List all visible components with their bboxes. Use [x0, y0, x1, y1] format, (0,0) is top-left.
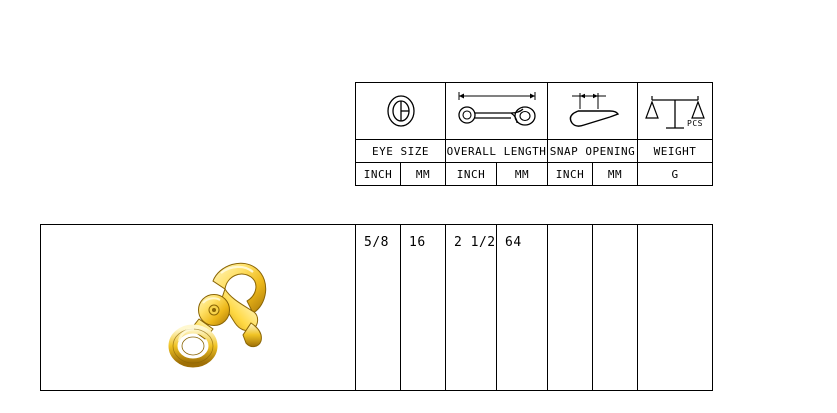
table-row: [41, 225, 713, 391]
eye-size-unit-mm: MM: [401, 163, 446, 186]
overall-length-icon: [446, 83, 547, 139]
weight-icon-cell: [638, 83, 713, 140]
overall-length-unit-mm: MM: [497, 163, 548, 186]
product-data-table: [40, 224, 713, 391]
snap-opening-icon: [548, 83, 637, 139]
overall-length-label: OVERALL LENGTH: [446, 140, 548, 163]
snap-opening-icon-cell: [548, 83, 638, 140]
cell-overall-length-mm: 64: [497, 225, 548, 391]
cell-overall-length-inch: 2 1/2: [446, 225, 497, 391]
cell-snap-opening-mm: [593, 225, 638, 391]
snap-opening-unit-mm: MM: [593, 163, 638, 186]
cell-weight-g: [638, 225, 713, 391]
snap-opening-unit-inch: INCH: [548, 163, 593, 186]
overall-length-unit-inch: INCH: [446, 163, 497, 186]
cell-snap-opening-inch: [548, 225, 593, 391]
eye-size-icon: [356, 83, 445, 139]
spec-icon-row: [356, 83, 713, 140]
eye-size-icon-cell: [356, 83, 446, 140]
weight-icon-pcs-label: PCS: [687, 119, 703, 128]
snap-opening-label: SNAP OPENING: [548, 140, 638, 163]
weight-label: WEIGHT: [638, 140, 713, 163]
weight-unit-g: G: [638, 163, 713, 186]
eye-size-label: EYE SIZE: [356, 140, 446, 163]
weight-scale-icon: [638, 83, 712, 139]
spec-header-table: [355, 82, 713, 186]
cell-eye-size-mm: 16: [401, 225, 446, 391]
overall-length-icon-cell: [446, 83, 548, 140]
cell-eye-size-inch: 5/8: [356, 225, 401, 391]
product-image-cell: [41, 225, 356, 391]
eye-size-unit-inch: INCH: [356, 163, 401, 186]
spec-name-row: [356, 140, 713, 163]
spec-unit-row: [356, 163, 713, 186]
swivel-snap-hook-image: [151, 243, 291, 368]
